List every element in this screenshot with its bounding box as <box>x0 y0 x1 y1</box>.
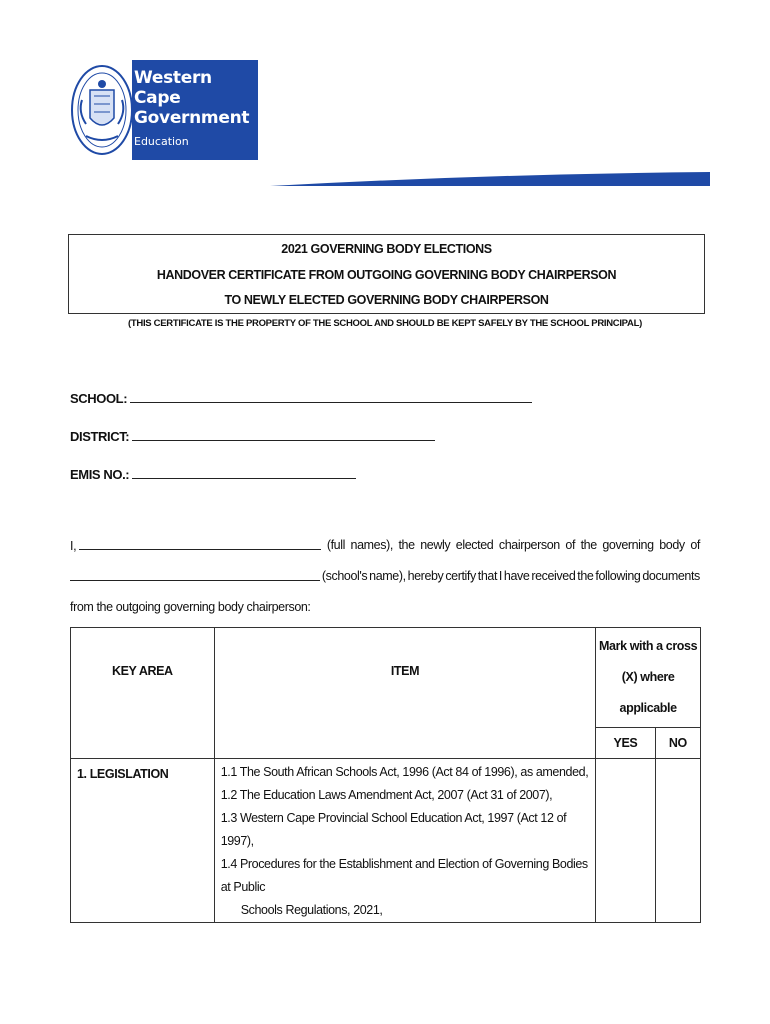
header-no: NO <box>655 728 700 759</box>
para-word: names), <box>350 538 393 552</box>
para-word: I <box>498 569 502 583</box>
documents-table <box>70 627 701 923</box>
certification-line-2 <box>70 569 700 583</box>
list-item: 1.1 The South African Schools Act, 1996 (Act 84 of 1996), as amended, <box>220 765 589 779</box>
list-item: 1.2 The Education Laws Amendment Act, 2007 (Act 31 of 2007), <box>220 788 553 802</box>
list-item: Schools Regulations, 2021, <box>240 903 383 917</box>
para-word: elected <box>455 538 494 552</box>
school-field[interactable] <box>70 390 532 406</box>
header-mark-line-2: (X) where <box>621 670 675 685</box>
header-yes: YES <box>596 728 655 759</box>
district-field[interactable] <box>70 428 435 444</box>
logo-title <box>134 68 258 128</box>
list-item: 1.3 Western Cape Provincial School Education Act, 1997 (Act 12 of 1997), <box>220 811 567 848</box>
para-word: of <box>690 538 700 552</box>
para-word: (full <box>326 538 345 552</box>
school-label: SCHOOL: <box>70 391 128 406</box>
emis-field[interactable] <box>70 466 356 482</box>
district-label: DISTRICT: <box>70 429 130 444</box>
para-word: body <box>659 538 685 552</box>
title-line-2: HANDOVER CERTIFICATE FROM OUTGOING GOVERNING BODY CHAIRPERSON <box>156 267 617 282</box>
school-name-blank[interactable] <box>70 569 320 581</box>
emis-input-line[interactable] <box>132 466 356 479</box>
full-names-blank[interactable] <box>79 538 321 550</box>
list-item: 1.4 Procedures for the Establishment and Election of Governing Bodies at Public <box>220 857 588 894</box>
para-word: chairperson <box>498 538 560 552</box>
logo-subtitle: Education <box>134 135 189 148</box>
title-line-3: TO NEWLY ELECTED GOVERNING BODY CHAIRPERSON <box>224 293 549 307</box>
header-key-area: KEY AREA <box>71 628 215 759</box>
certification-line-1 <box>70 538 700 553</box>
table-row <box>71 759 701 923</box>
district-input-line[interactable] <box>132 428 435 441</box>
para-word: name), <box>369 569 406 583</box>
header-mark-line-3: applicable <box>619 701 677 716</box>
para-word: received <box>531 569 576 583</box>
wcg-education-logo <box>70 60 258 160</box>
logo-line-1: Western Cape <box>134 68 212 108</box>
para-text: I, <box>70 539 77 553</box>
para-word: following <box>595 569 641 583</box>
yes-checkbox-cell[interactable] <box>596 759 655 923</box>
para-word: governing <box>602 538 654 552</box>
emis-label: EMIS NO.: <box>70 467 130 482</box>
header-mark-line-1: Mark with a cross <box>599 639 698 654</box>
key-area-cell: 1. LEGISLATION <box>71 759 215 923</box>
title-line-1: 2021 GOVERNING BODY ELECTIONS <box>281 242 492 256</box>
para-word: the <box>577 569 594 583</box>
header-mark <box>596 628 701 728</box>
header-item: ITEM <box>214 628 596 759</box>
school-input-line[interactable] <box>130 390 532 403</box>
para-word: documents <box>642 569 700 583</box>
para-word: have <box>503 569 530 583</box>
para-word: the <box>580 538 597 552</box>
table-header-row <box>71 628 701 728</box>
items-cell <box>214 759 596 923</box>
coat-of-arms-icon <box>70 60 132 160</box>
para-word: the <box>398 538 415 552</box>
para-word: that <box>477 569 498 583</box>
para-word: (school's <box>321 569 368 583</box>
header-swoosh-bar <box>270 170 710 193</box>
para-word: certify <box>445 569 476 583</box>
logo-line-2: Government <box>134 108 250 128</box>
para-word: of <box>565 538 576 552</box>
no-checkbox-cell[interactable] <box>655 759 700 923</box>
para-word: newly <box>420 538 451 552</box>
property-note: (THIS CERTIFICATE IS THE PROPERTY OF THE SCHOOL AND SHOULD BE KEPT SAFELY BY THE SCHOOL PRINCIPAL) <box>128 318 642 329</box>
certification-line-3: from the outgoing governing body chairperson: <box>70 600 311 614</box>
certificate-title-box <box>68 234 705 314</box>
para-word: hereby <box>407 569 444 583</box>
